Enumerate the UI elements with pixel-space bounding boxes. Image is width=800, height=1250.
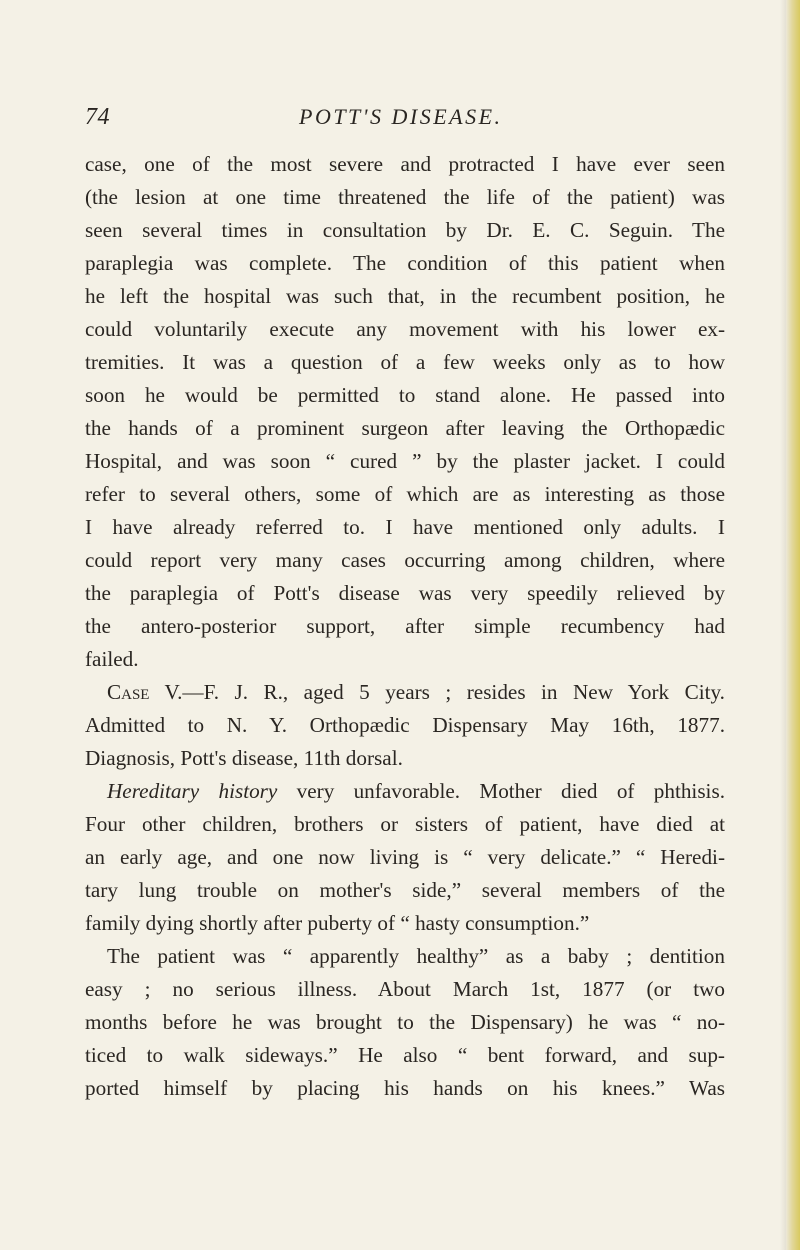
case-heading: Case V.	[107, 680, 183, 704]
text-line: case, one of the most severe and protracted I have ever seen	[85, 152, 725, 176]
text-line: ported himself by placing his hands on his knees.” Was	[85, 1076, 725, 1100]
running-head	[85, 104, 723, 134]
text-line: Admitted to N. Y. Orthopædic Dispensary May 16th, 1877.	[85, 713, 725, 737]
text-line: Diagnosis, Pott's disease, 11th dorsal.	[85, 746, 403, 770]
text-line: The patient was “ apparently healthy” as a baby ; dentition	[107, 944, 725, 968]
text-line: could report very many cases occurring among children, where	[85, 548, 725, 572]
hereditary-line-rest: very unfavorable. Mother died of phthisis.	[277, 779, 725, 803]
page-edge	[786, 0, 800, 1250]
text-line: (the lesion at one time threatened the life of the patient) was	[85, 185, 725, 209]
page-number: 74	[85, 104, 110, 130]
text-line: paraplegia was complete. The condition of this patient when	[85, 251, 725, 275]
text-line: ticed to walk sideways.” He also “ bent forward, and sup-	[85, 1043, 725, 1067]
text-line: tremities. It was a question of a few weeks only as to how	[85, 350, 725, 374]
text-line: could voluntarily execute any movement with his lower ex-	[85, 317, 725, 341]
hereditary-line	[85, 775, 725, 808]
text-line: the hands of a prominent surgeon after leaving the Orthopædic	[85, 416, 725, 440]
text-line: easy ; no serious illness. About March 1st, 1877 (or two	[85, 977, 725, 1001]
text-line: he left the hospital was such that, in the recumbent position, he	[85, 284, 725, 308]
text-line: tary lung trouble on mother's side,” several members of the	[85, 878, 725, 902]
case-v-line	[85, 676, 725, 709]
running-title: POTT'S DISEASE.	[299, 104, 503, 129]
hereditary-history-label: Hereditary history	[107, 779, 278, 803]
text-line: failed.	[85, 647, 139, 671]
text-line: seen several times in consultation by Dr. E. C. Seguin. The	[85, 218, 725, 242]
case-v-line-rest: —F. J. R., aged 5 years ; resides in New York City.	[182, 680, 725, 704]
text-line: Four other children, brothers or sisters of patient, have died at	[85, 812, 725, 836]
text-line: months before he was brought to the Dispensary) he was “ no-	[85, 1010, 725, 1034]
text-line: soon he would be permitted to stand alone. He passed into	[85, 383, 725, 407]
text-line: Hospital, and was soon “ cured ” by the plaster jacket. I could	[85, 449, 725, 473]
text-line: an early age, and one now living is “ very delicate.” “ Heredi-	[85, 845, 725, 869]
text-line: family dying shortly after puberty of “ hasty consumption.”	[85, 911, 590, 935]
body-text	[85, 148, 725, 1105]
text-line: I have already referred to. I have mentioned only adults. I	[85, 515, 725, 539]
text-line: refer to several others, some of which are as interesting as those	[85, 482, 725, 506]
text-line: the antero-posterior support, after simple recumbency had	[85, 614, 725, 638]
text-line: the paraplegia of Pott's disease was very speedily relieved by	[85, 581, 725, 605]
